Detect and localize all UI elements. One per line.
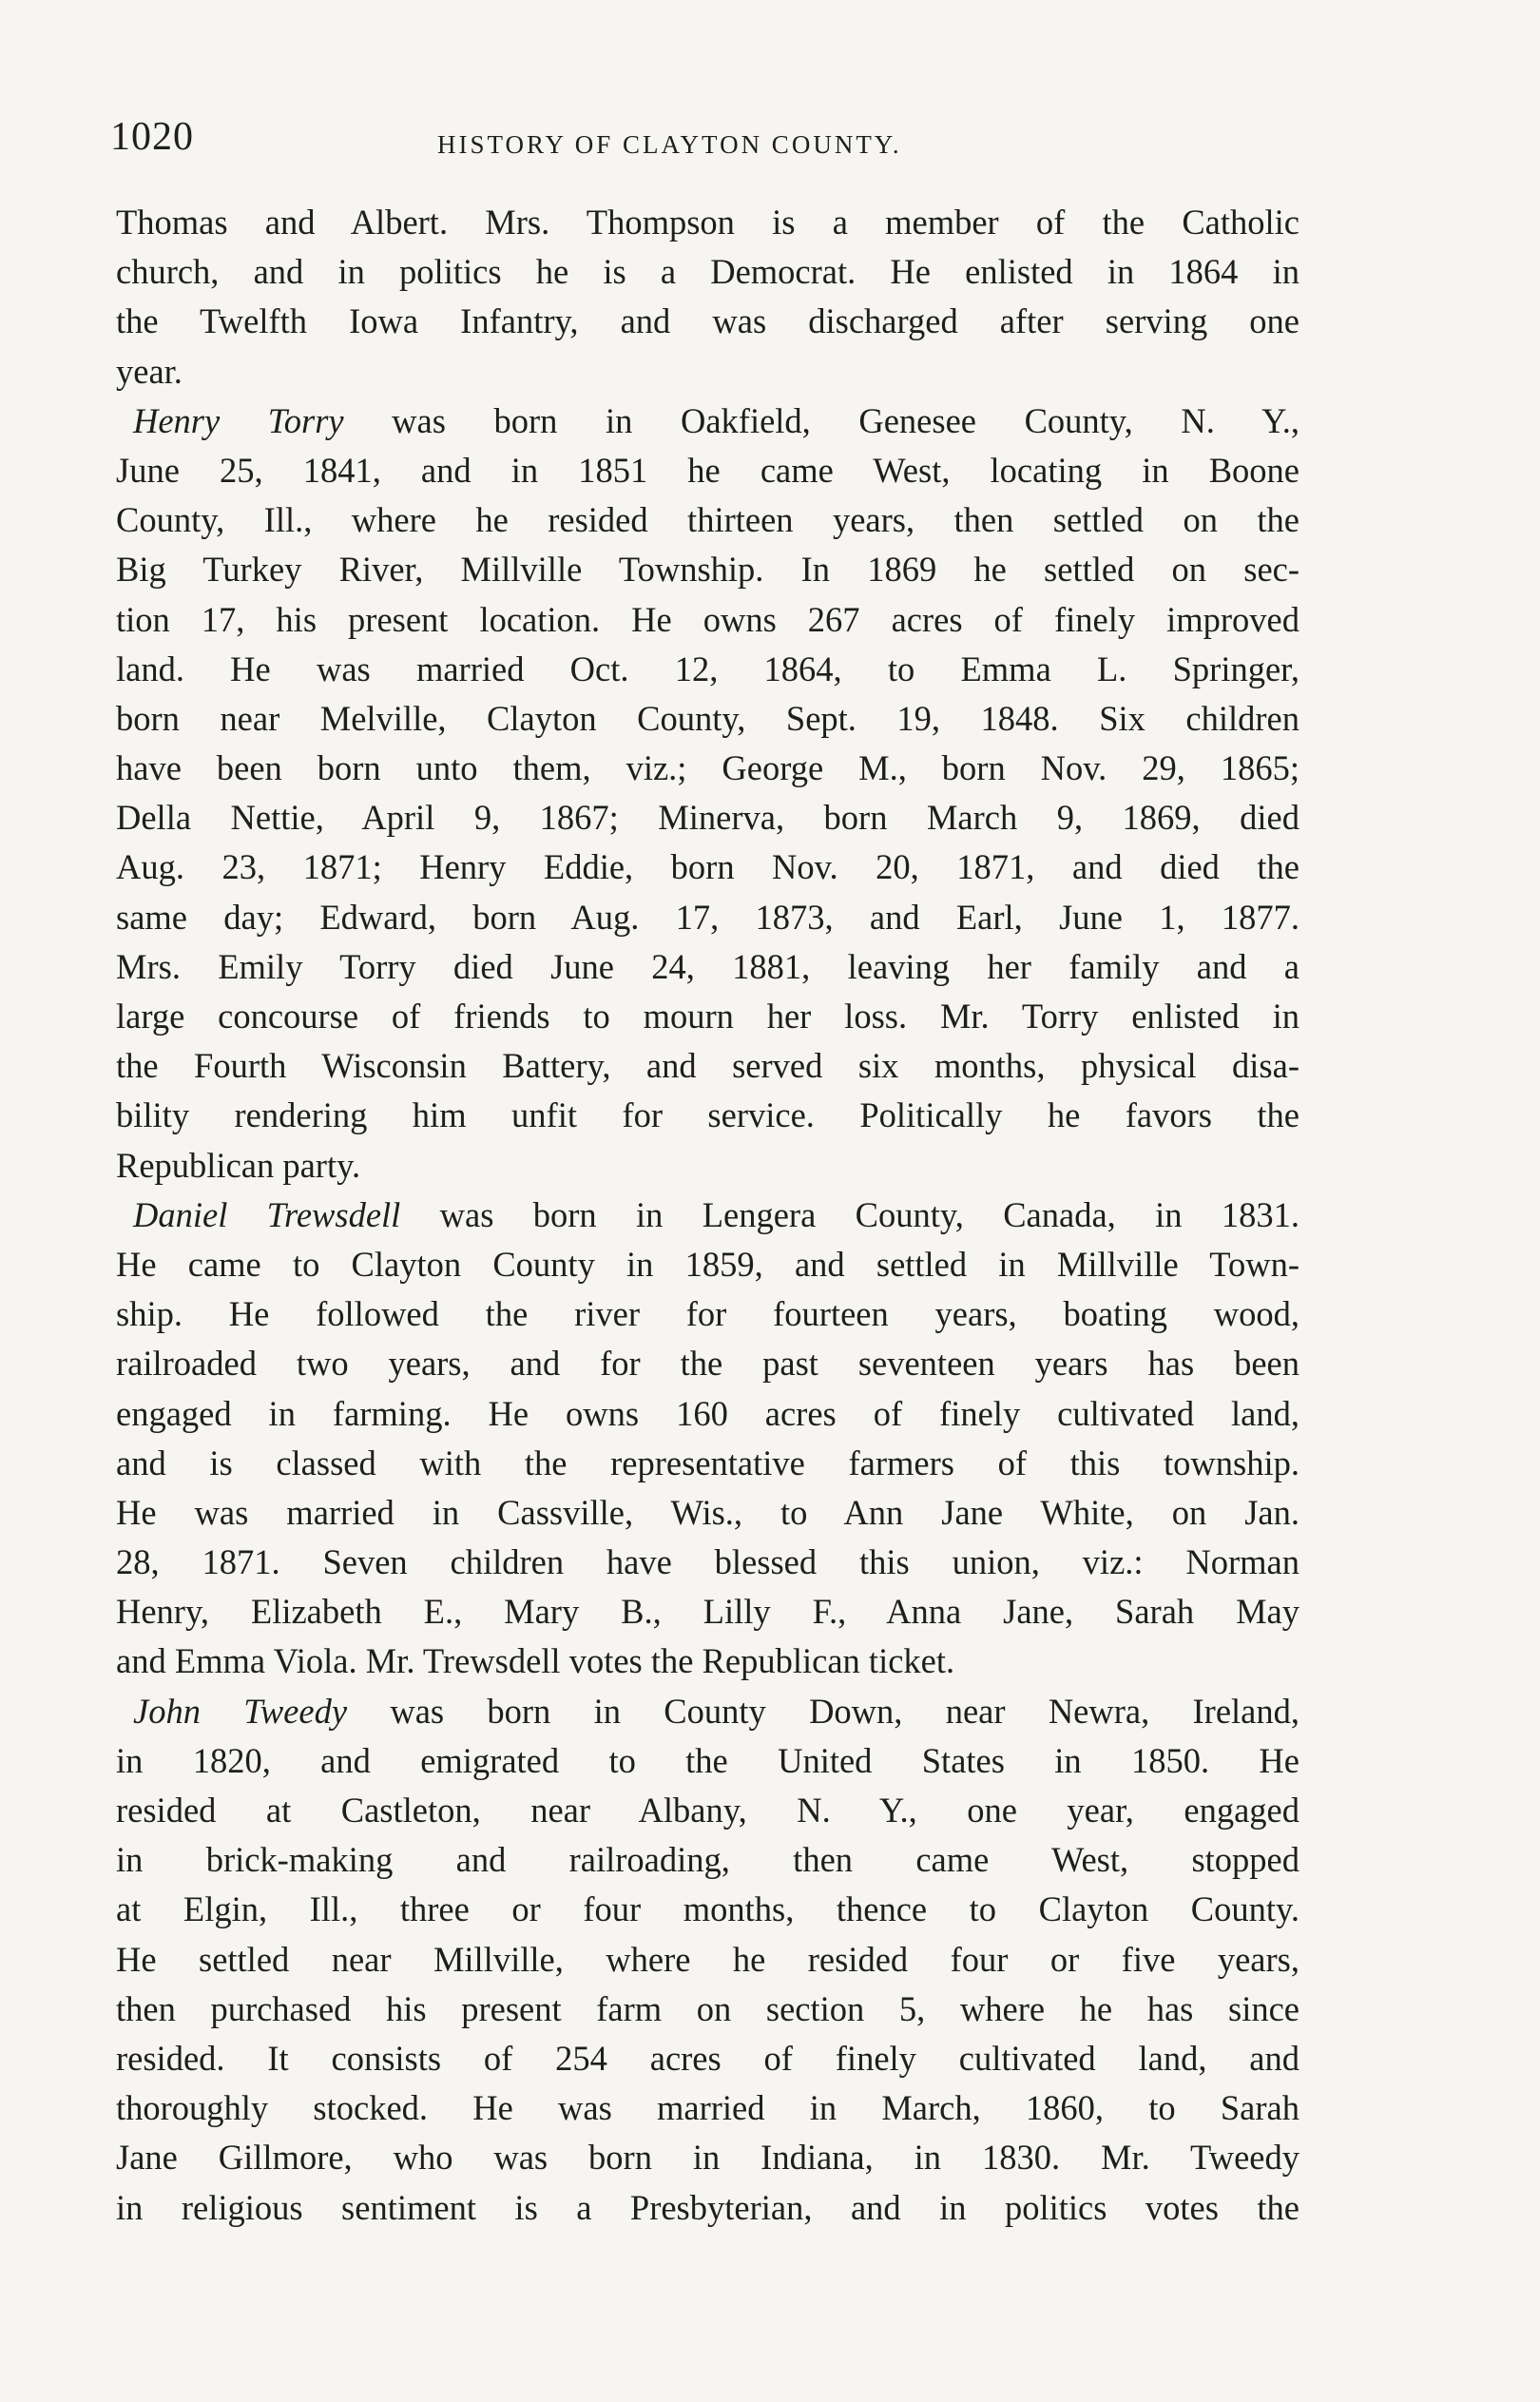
text-line — [116, 2183, 1299, 2233]
line-text: Big Turkey River, Millville Township. In 1869 he settled on sec- — [116, 550, 1299, 590]
person-name: Daniel Trewsdell — [133, 1194, 401, 1234]
line-text: the Twelfth Iowa Infantry, and was discharged after serving one — [116, 301, 1299, 341]
text-line — [116, 1985, 1299, 2034]
line-text: at Elgin, Ill., three or four months, thence to Clayton County. — [116, 1889, 1299, 1929]
text-line — [116, 347, 1299, 397]
running-title: HISTORY OF CLAYTON COUNTY. — [437, 130, 902, 159]
text-line — [116, 1339, 1299, 1388]
text-line — [116, 1885, 1299, 1934]
line-text: He settled near Millville, where he resided four or five years, — [116, 1939, 1299, 1979]
text-line — [116, 1935, 1299, 1985]
text-line — [116, 495, 1299, 545]
line-text: engaged in farming. He owns 160 acres of finely cultivated land, — [116, 1393, 1299, 1433]
line-text: resided. It consists of 254 acres of finely cultivated land, and — [116, 2038, 1299, 2078]
text-line — [116, 198, 1299, 247]
text-line — [116, 1289, 1299, 1339]
text-line — [116, 1786, 1299, 1835]
text-line — [116, 1389, 1299, 1439]
person-name: Henry Torry — [133, 400, 344, 440]
text-line — [116, 1091, 1299, 1140]
text-line — [116, 645, 1299, 694]
text-line — [116, 843, 1299, 892]
line-text: June 25, 1841, and in 1851 he came West, locating in Boone — [116, 450, 1299, 490]
text-line — [116, 793, 1299, 843]
text-line — [116, 446, 1299, 495]
line-text: He came to Clayton County in 1859, and settled in Millville Town- — [116, 1244, 1299, 1284]
text-line — [116, 694, 1299, 744]
line-text: in religious sentiment is a Presbyterian, and in politics votes the — [116, 2187, 1299, 2227]
body-text — [116, 198, 1299, 2233]
text-line — [116, 2034, 1299, 2083]
line-text: year. — [116, 351, 183, 391]
line-text: church, and in politics he is a Democrat. He enlisted in 1864 in — [116, 252, 1299, 292]
text-line — [116, 1538, 1299, 1587]
person-name: John Tweedy — [133, 1691, 348, 1731]
line-text: Henry, Elizabeth E., Mary B., Lilly F., Anna Jane, Sarah May — [116, 1592, 1299, 1632]
line-text: the Fourth Wisconsin Battery, and served six months, physical disa- — [116, 1046, 1299, 1086]
line-text: tion 17, his present location. He owns 267 acres of finely improved — [116, 599, 1299, 639]
text-line — [116, 1141, 1299, 1191]
line-text: was born in Lengera County, Canada, in 1831. — [400, 1194, 1299, 1234]
text-line — [116, 1041, 1299, 1091]
line-text: large concourse of friends to mourn her loss. Mr. Torry enlisted in — [116, 997, 1299, 1036]
line-text: thoroughly stocked. He was married in March, 1860, to Sarah — [116, 2088, 1299, 2128]
line-text: Mrs. Emily Torry died June 24, 1881, leaving her family and a — [116, 946, 1299, 986]
line-text: He was married in Cassville, Wis., to Ann Jane White, on Jan. — [116, 1492, 1299, 1532]
line-text: have been born unto them, viz.; George M., born Nov. 29, 1865; — [116, 748, 1299, 788]
line-text: in brick-making and railroading, then came West, stopped — [116, 1840, 1299, 1880]
line-text: then purchased his present farm on section 5, where he has since — [116, 1988, 1299, 2028]
text-line — [116, 2133, 1299, 2182]
line-text: in 1820, and emigrated to the United States in 1850. He — [116, 1740, 1299, 1780]
line-text: Della Nettie, April 9, 1867; Minerva, born March 9, 1869, died — [116, 798, 1299, 838]
paragraph-first-line — [116, 1687, 1299, 1736]
line-text: County, Ill., where he resided thirteen years, then settled on the — [116, 500, 1299, 540]
text-line — [116, 2083, 1299, 2133]
line-text: same day; Edward, born Aug. 17, 1873, and Earl, June 1, 1877. — [116, 897, 1299, 937]
line-text: and Emma Viola. Mr. Trewsdell votes the Republican ticket. — [116, 1641, 955, 1681]
line-text: Republican party. — [116, 1145, 361, 1185]
line-text: born near Melville, Clayton County, Sept. 19, 1848. Six children — [116, 698, 1299, 738]
text-line — [116, 595, 1299, 645]
line-text: was born in Oakfield, Genesee County, N. Y., — [343, 400, 1299, 440]
text-line — [116, 297, 1299, 346]
line-text: and is classed with the representative farmers of this township. — [116, 1443, 1299, 1482]
line-text: ship. He followed the river for fourteen years, boating wood, — [116, 1294, 1299, 1334]
text-line — [116, 1587, 1299, 1637]
paragraph-first-line — [116, 397, 1299, 446]
line-text: was born in County Down, near Newra, Ireland, — [347, 1691, 1299, 1731]
line-text: bility rendering him unfit for service. Politically he favors the — [116, 1095, 1299, 1135]
text-line — [116, 744, 1299, 793]
text-line — [116, 1488, 1299, 1538]
line-text: land. He was married Oct. 12, 1864, to Emma L. Springer, — [116, 649, 1299, 688]
line-text: Thomas and Albert. Mrs. Thompson is a member of the Catholic — [116, 203, 1299, 242]
text-line — [116, 1835, 1299, 1885]
text-line — [116, 992, 1299, 1041]
line-text: railroaded two years, and for the past seventeen years has been — [116, 1344, 1299, 1384]
text-line — [116, 247, 1299, 297]
text-line — [116, 1736, 1299, 1786]
line-text: Aug. 23, 1871; Henry Eddie, born Nov. 20, 1871, and died the — [116, 847, 1299, 887]
text-line — [116, 893, 1299, 942]
text-line — [116, 1240, 1299, 1289]
page-number: 1020 — [110, 115, 194, 159]
text-line — [116, 942, 1299, 992]
paragraph-first-line — [116, 1191, 1299, 1240]
text-line — [116, 1637, 1299, 1686]
line-text: resided at Castleton, near Albany, N. Y., one year, engaged — [116, 1791, 1299, 1830]
line-text: Jane Gillmore, who was born in Indiana, in 1830. Mr. Tweedy — [116, 2138, 1299, 2178]
line-text: 28, 1871. Seven children have blessed this union, viz.: Norman — [116, 1542, 1299, 1582]
text-line — [116, 545, 1299, 594]
text-line — [116, 1439, 1299, 1488]
